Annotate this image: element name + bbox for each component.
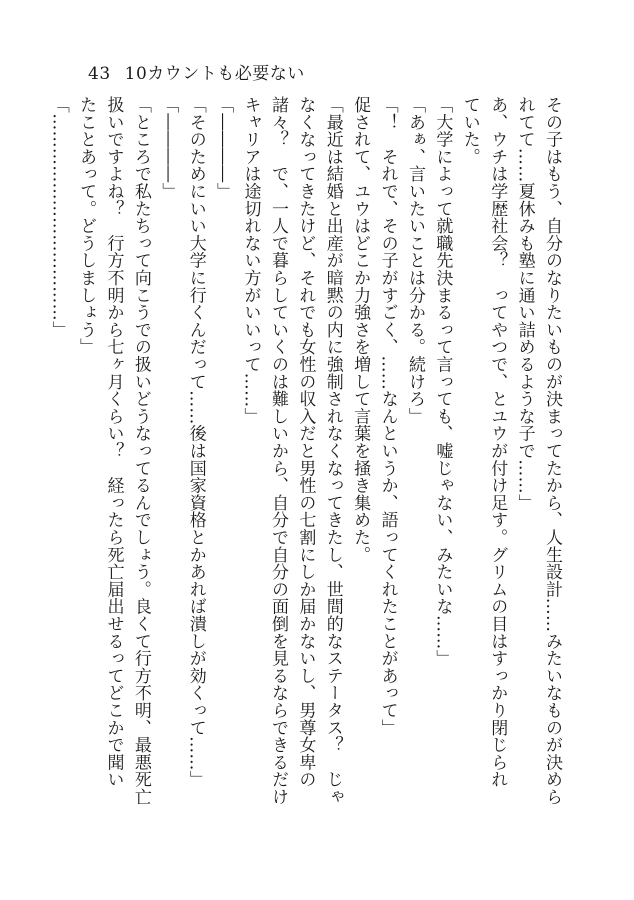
text-line: 「大学によって就職先決まるって言っても、嘘じゃない、みたいな……」 (432, 96, 453, 667)
text-line: あ、ウチは学歴社会？ ってやつで、とユウが付け足す。グリムの目はすっかり閉じられ (487, 96, 508, 788)
text-line: 扱いですよね？ 行方不明から七ヶ月くらい？ 経ったら死亡届出せるってどこかで聞い (103, 96, 124, 788)
text-line: その子はもう、自分のなりたいものが決まってたから、人生設計……みたいなものが決めら (542, 96, 562, 806)
page-number: 43 (88, 64, 111, 84)
text-line: 「ところで私たちって向こうでの扱いどうなってるんでしょう。良くて行方不明、最悪死亡 (130, 96, 151, 806)
text-line: 「最近は結婚と出産が暗黙の内に強制されなくなってきたし、世間的なステータス？ じゃ (322, 96, 343, 806)
vertical-body-text (48, 96, 565, 856)
running-header (88, 62, 305, 86)
text-line: 「………………………………」 (48, 96, 69, 339)
chapter-title: 10カウントも必要ない (124, 64, 305, 84)
text-line: なくなってきたけど、それでも女性の収入だと男性の七割にしか届かないし、男尊女卑の (295, 96, 316, 788)
text-line: れてて……夏休みも塾に通い詰めるような子で……」 (514, 96, 535, 512)
text-line: 「――――」 (213, 96, 234, 200)
text-line: キャリアは途切れない方がいいって……」 (240, 96, 261, 425)
text-line: たことあって。どうしましょう」 (76, 96, 97, 356)
text-line: 「！ それで、その子がすごく、……なんというか、語ってくれたことがあって」 (377, 96, 398, 737)
text-line: 促されて、ユウはどこか力強さを増して言葉を掻き集めた。 (350, 96, 371, 564)
text-line: 諸々？ で、一人で暮らしていくのは難しいから、自分で自分の面倒を見るならできるだけ (267, 96, 288, 806)
text-line: 「――――」 (158, 96, 179, 200)
text-line: ていた。 (459, 96, 480, 166)
text-line: 「あぁ、言いたいことは分かる。続けろ」 (404, 96, 425, 425)
text-line: 「そのためにいい大学に行くんだって……後は国家資格とかあれば潰しが効くって……」 (185, 96, 206, 788)
